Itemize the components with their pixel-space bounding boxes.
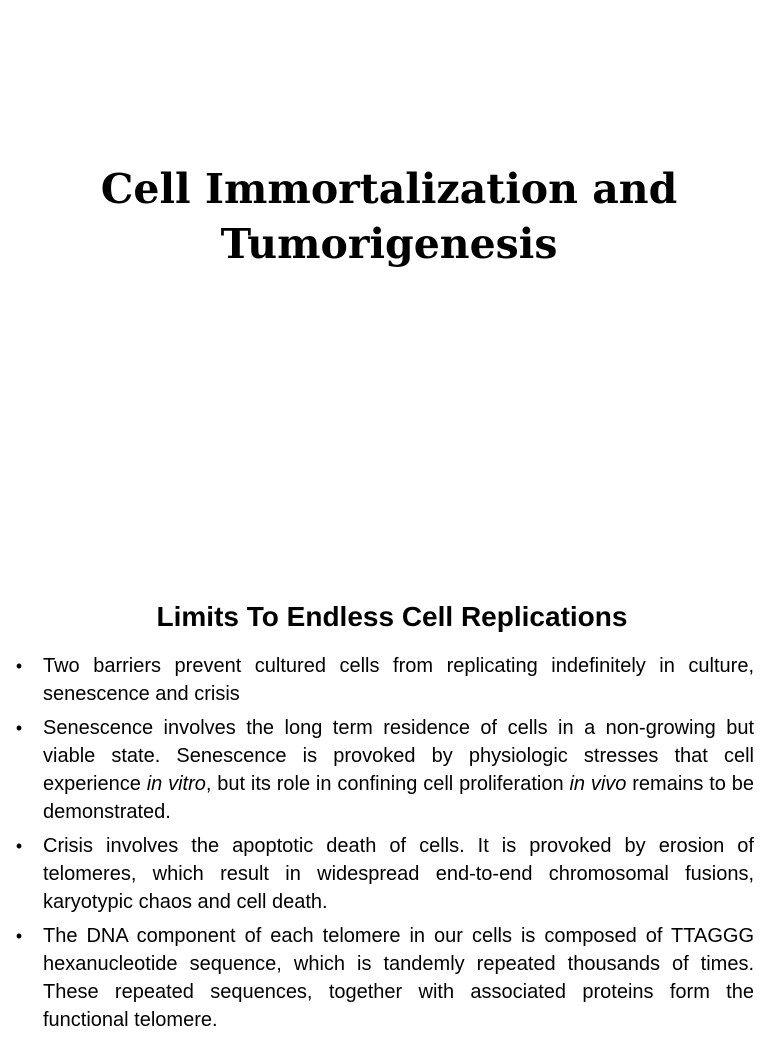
- bullet-icon: •: [15, 656, 23, 676]
- bullet-text-part-3: remains to be demonstrated.: [43, 773, 754, 823]
- bullet-text: The DNA component of each telomere in our cells is composed of TTAGGG hexanucleotide sequence, which is tandemly repeated thousands of times. These repeated sequences, together with associated proteins form the functional telomere.: [43, 925, 754, 1031]
- italic-term-in-vitro: in vitro: [146, 773, 206, 795]
- bullet-text: Two barriers prevent cultured cells from replicating indefinitely in culture, senescence and crisis: [43, 655, 754, 705]
- bullet-text: Crisis involves the apoptotic death of cells. It is provoked by erosion of telomeres, which result in widespread end-to-end chromosomal fusions, karyotypic chaos and cell death.: [43, 835, 754, 913]
- bullet-text-part-2: , but its role in confining cell proliferation: [205, 773, 570, 795]
- bullet-item-senescence: [12, 714, 754, 826]
- bullet-item-crisis: [12, 832, 754, 916]
- bullet-icon: •: [15, 836, 23, 856]
- bullet-item-telomere: [12, 922, 754, 1034]
- bullet-icon: •: [15, 718, 23, 738]
- bullet-icon: •: [15, 926, 23, 946]
- section-heading: Limits To Endless Cell Replications: [156, 601, 628, 632]
- slide-title-line-1: Cell Immortalization and: [100, 165, 678, 213]
- slide-title: [84, 162, 694, 272]
- bullet-item-barriers: [12, 652, 754, 708]
- bullet-text-part-1: Senescence involves the long term residence of cells in a non-growing but viable state. Senescence is provoked by physiologic stresses that cell experience: [43, 717, 754, 795]
- bullet-list: [12, 652, 754, 1040]
- slide-title-line-2: Tumorigenesis: [220, 220, 558, 268]
- italic-term-in-vivo: in vivo: [569, 773, 627, 795]
